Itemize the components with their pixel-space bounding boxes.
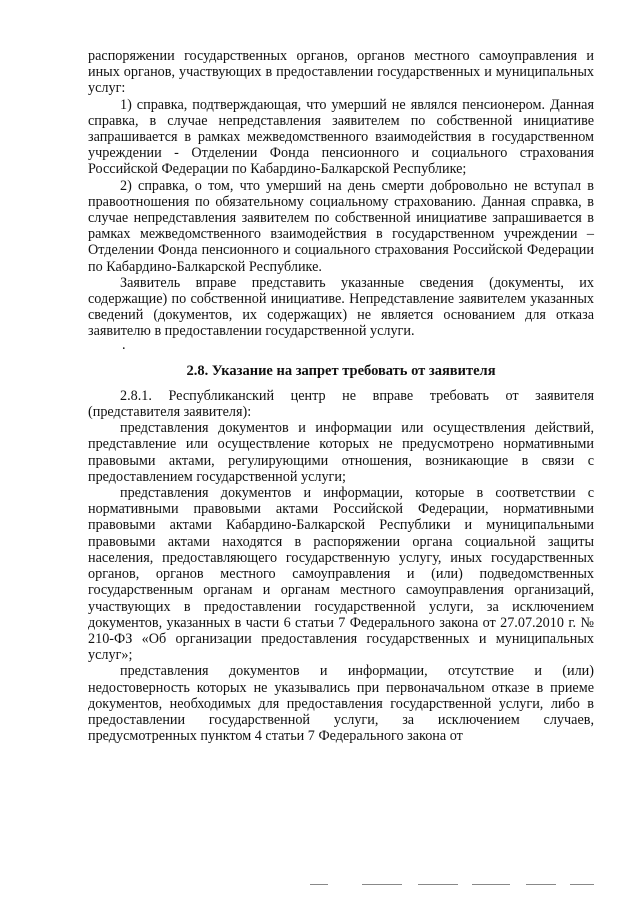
paragraph-item-2: 2) справка, о том, что умерший на день смерти добровольно не вступал в правоотношения по обязательному социальному страхованию. Данная справка, в случае непредставления заявителем по собственной инициативе запрашивается в рамках межведомственного взаимодействия в государственном учреждении – Отделении Фонда пенсионного и социального страхования Российской Федерации по Кабардино-Балкарской Республике.	[88, 177, 594, 275]
stray-mark: .	[122, 336, 126, 353]
paragraph-prohibition-2: представления документов и информации, которые в соответствии с нормативными правовыми актами Российской Федерации, нормативными правовыми актами Кабардино-Балкарской Республики и муниципальными правовыми актами находятся в распоряжении органа социальной защиты населения, предоставляющего государственную услугу, иных государственных органов, органов местного самоуправления и (или) подведомственных государственным органам и органам местного самоуправления организаций, участвующих в предоставлении государственной услуги, за исключением документов, указанных в части 6 статьи 7 Федерального закона от 27.07.2010 г. № 210-ФЗ «Об организации предоставления государственных и муниципальных услуг»;	[88, 485, 594, 664]
section-title: 2.8. Указание на запрет требовать от заявителя	[186, 362, 496, 379]
paragraph-item-1: 1) справка, подтверждающая, что умерший не являлся пенсионером. Данная справка, в случае непредставления заявителем по собственной инициативе запрашивается в рамках межведомственного взаимодействия в государственном учреждении - Отделении Фонда пенсионного и социального страхования Российской Федерации по Кабардино-Балкарской Республике;	[88, 96, 594, 178]
paragraph-2-8-1: 2.8.1. Республиканский центр не вправе требовать от заявителя (представителя заявителя):	[88, 387, 594, 421]
paragraph-applicant-right: Заявитель вправе представить указанные сведения (документы, их содержащие) по собственной инициативе. Непредставление заявителем указанных сведений (документов, их содержащих) не является основанием для отказа заявителю в предоставлении государственной услуги.	[88, 274, 594, 340]
paragraph-continuation: распоряжении государственных органов, органов местного самоуправления и иных органов, участвующих в предоставлении государственных и муниципальных услуг:	[88, 48, 594, 97]
document-body	[88, 48, 594, 744]
paragraph-prohibition-1: представления документов и информации или осуществления действий, представление или осуществление которых не предусмотрено нормативными правовыми актами, регулирующими отношения, возникающие в связи с предоставлением государственной услуги;	[88, 420, 594, 485]
scan-footer-marks	[300, 880, 600, 890]
paragraph-prohibition-3: представления документов и информации, отсутствие и (или) недостоверность которых не указывались при первоначальном отказе в приеме документов, необходимых для предоставления государственной услуги, либо в предоставлении государственной услуги, за исключением случаев, предусмотренных пунктом 4 статьи 7 Федерального закона от	[88, 663, 594, 745]
